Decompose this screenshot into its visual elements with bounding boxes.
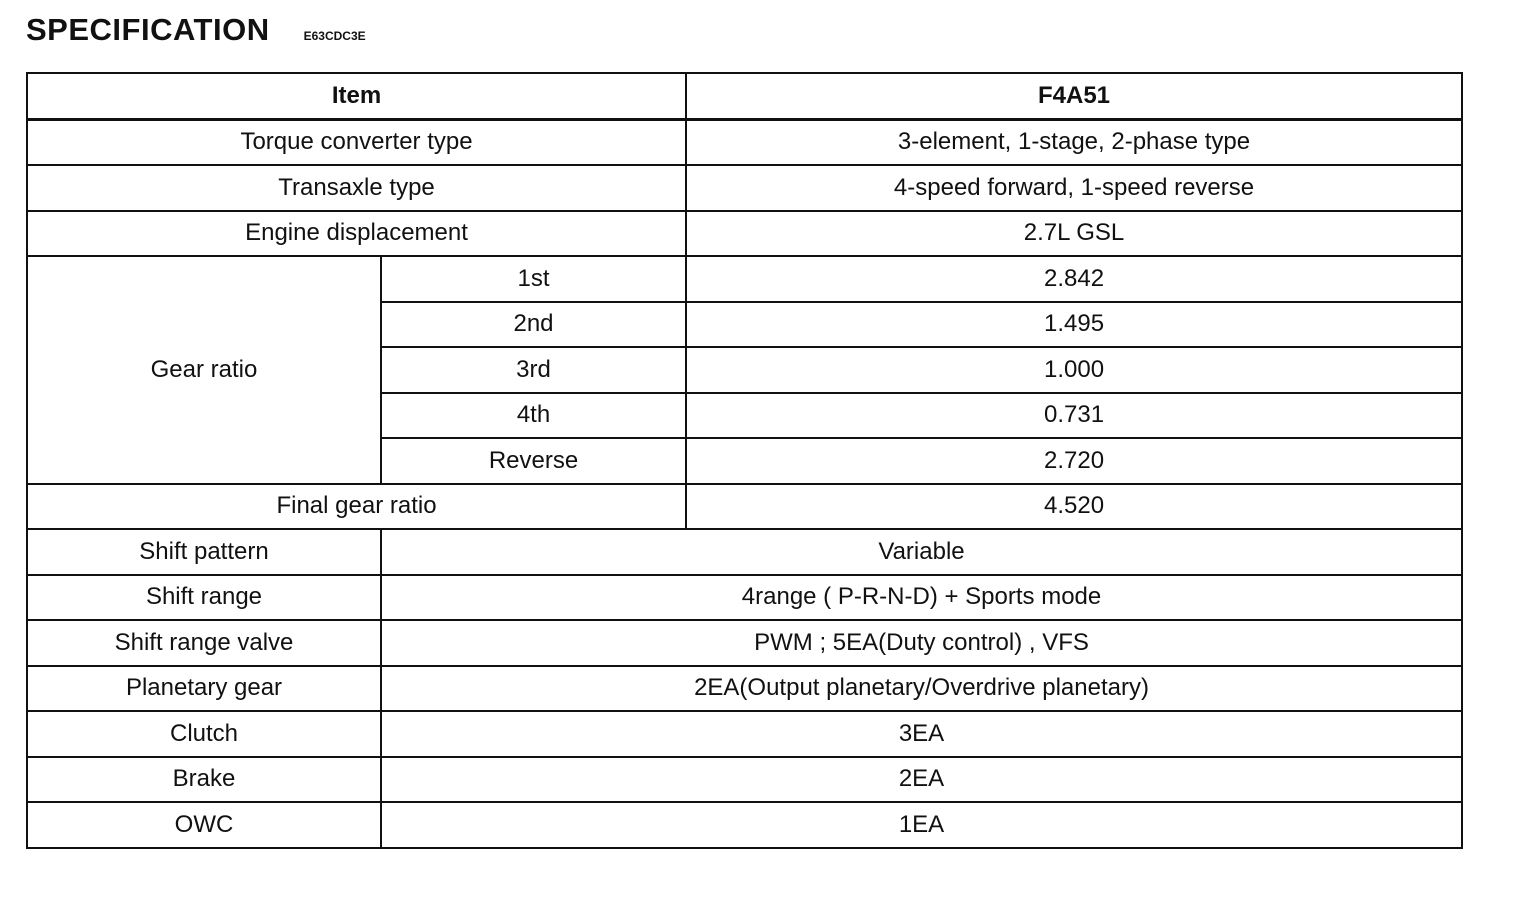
row-value: 2EA	[381, 757, 1462, 803]
table-row	[27, 165, 1462, 211]
row-label: Shift pattern	[27, 529, 381, 575]
table-row	[27, 211, 1462, 257]
table-row	[27, 484, 1462, 530]
table-row	[27, 757, 1462, 803]
page-header	[26, 12, 366, 48]
gear-value: 0.731	[686, 393, 1462, 439]
gear-value: 1.495	[686, 302, 1462, 348]
table-row	[27, 711, 1462, 757]
gear-name: 1st	[381, 256, 686, 302]
gear-name: 4th	[381, 393, 686, 439]
gear-name: Reverse	[381, 438, 686, 484]
row-value: 4.520	[686, 484, 1462, 530]
table-row	[27, 529, 1462, 575]
row-value: PWM ; 5EA(Duty control) , VFS	[381, 620, 1462, 666]
table-row	[27, 256, 1462, 302]
table-header-row	[27, 73, 1462, 119]
gear-name: 3rd	[381, 347, 686, 393]
row-label: Clutch	[27, 711, 381, 757]
row-label: Final gear ratio	[27, 484, 686, 530]
gear-ratio-label: Gear ratio	[27, 256, 381, 484]
row-label: Shift range	[27, 575, 381, 621]
row-label: Torque converter type	[27, 119, 686, 165]
table-row	[27, 119, 1462, 165]
row-value: Variable	[381, 529, 1462, 575]
gear-name: 2nd	[381, 302, 686, 348]
gear-value: 2.720	[686, 438, 1462, 484]
gear-value: 1.000	[686, 347, 1462, 393]
table-row	[27, 666, 1462, 712]
row-value: 1EA	[381, 802, 1462, 848]
table-row	[27, 575, 1462, 621]
column-header-model: F4A51	[686, 73, 1462, 119]
row-label: Planetary gear	[27, 666, 381, 712]
row-label: Engine displacement	[27, 211, 686, 257]
row-label: Transaxle type	[27, 165, 686, 211]
row-label: Shift range valve	[27, 620, 381, 666]
table-row	[27, 620, 1462, 666]
row-value: 3-element, 1-stage, 2-phase type	[686, 119, 1462, 165]
row-label: Brake	[27, 757, 381, 803]
page-title: SPECIFICATION	[26, 12, 270, 47]
row-value: 4-speed forward, 1-speed reverse	[686, 165, 1462, 211]
specification-table	[26, 72, 1463, 849]
row-value: 3EA	[381, 711, 1462, 757]
document-code: E63CDC3E	[303, 29, 366, 43]
row-value: 2.7L GSL	[686, 211, 1462, 257]
row-label: OWC	[27, 802, 381, 848]
column-header-item: Item	[27, 73, 686, 119]
gear-value: 2.842	[686, 256, 1462, 302]
row-value: 4range ( P-R-N-D) + Sports mode	[381, 575, 1462, 621]
table-row	[27, 802, 1462, 848]
row-value: 2EA(Output planetary/Overdrive planetary)	[381, 666, 1462, 712]
